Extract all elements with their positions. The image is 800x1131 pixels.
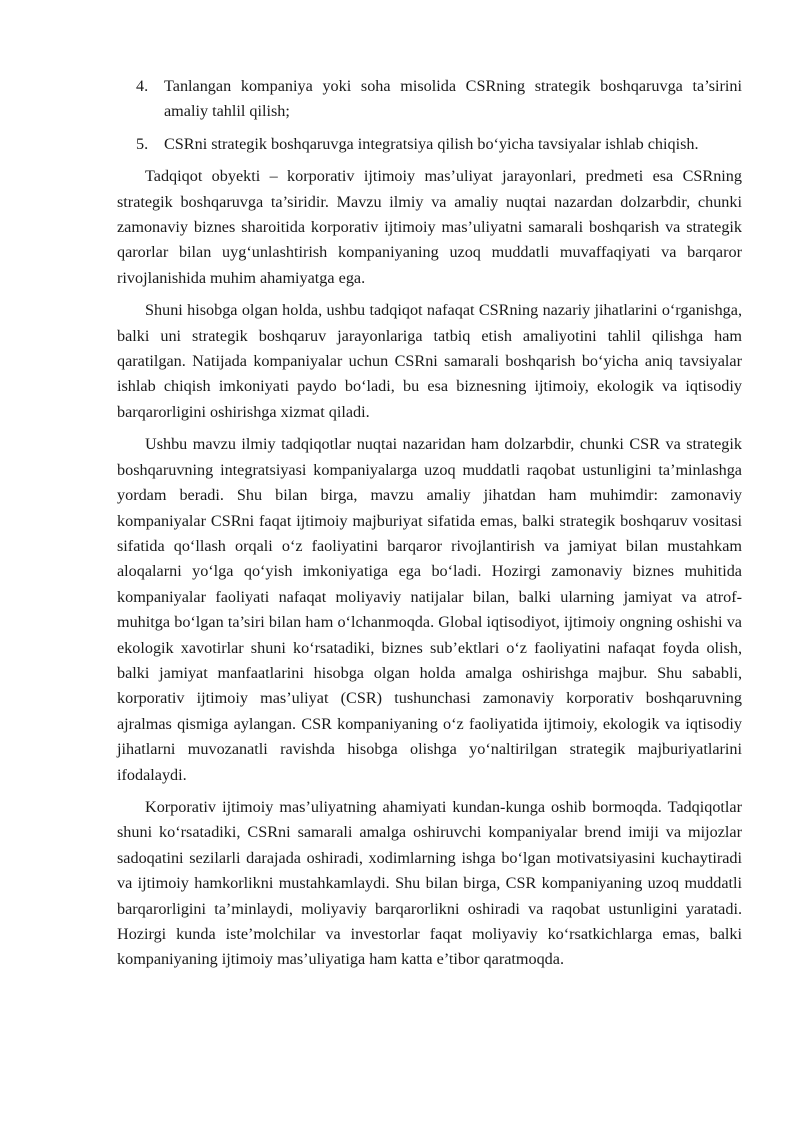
paragraph-relevance: Ushbu mavzu ilmiy tadqiqotlar nuqtai nazaridan ham dolzarbdir, chunki CSR va strategik boshqaruvning integratsiyasi kompaniyalarga uzoq muddatli raqobat ustunligini ta’minlashga yordam beradi. Shu bilan birga, mavzu amaliy jihatdan ham muhimdir: zamonaviy kompaniyalar CSRni faqat ijtimoiy majburiyat sifatida emas, balki strategik boshqaruv vositasi sifatida qo‘llash orqali o‘z faoliyatini barqaror rivojlantirish va jamiyat bilan mustahkam aloqalarni yo‘lga qo‘yish imkoniyatiga ega bo‘ladi. Hozirgi zamonaviy biznes muhitida kompaniyalar faoliyati nafaqat moliyaviy natijalar bilan, balki ularning jamiyat va atrof-muhitga bo‘lgan ta’siri bilan ham o‘lchanmoqda. Global iqtisodiyot, ijtimoiy ongning oshishi va ekologik xavotirlar shuni ko‘rsatadiki, biznes sub’ektlari o‘z faoliyatini nafaqat foyda olish, balki jamiyat manfaatlarini hisobga olgan holda amalga oshirishga majbur. Shu sababli, korporativ ijtimoiy mas’uliyat (CSR) tushunchasi zamonaviy korporativ boshqaruvning ajralmas qismiga aylangan. CSR kompaniyaning o‘z faoliyatida ijtimoiy, ekologik va iqtisodiy jihatlarni muvozanatli ravishda hisobga olishga yo‘naltirilgan strategik majburiyatlarini ifodalaydi. — [117, 435, 742, 784]
list-item — [117, 132, 742, 157]
list-item-text: CSRni strategik boshqaruvga integratsiya qilish bo‘yicha tavsiyalar ishlab chiqish. — [164, 134, 699, 153]
paragraph-research-aim: Shuni hisobga olgan holda, ushbu tadqiqot nafaqat CSRning nazariy jihatlarini o‘rganishga, balki uni strategik boshqaruv jarayonlariga tatbiq etish amaliyotini tahlil qilishga ham qaratilgan. Natijada kompaniyalar uchun CSRni samarali boshqarish bo‘yicha aniq tavsiyalar ishlab chiqish imkoniyati paydo bo‘ladi, bu esa biznesning ijtimoiy, ekologik va iqtisodiy barqarorligini oshirishga xizmat qiladi. — [117, 301, 742, 421]
list-item — [117, 74, 742, 125]
paragraph-csr-importance: Korporativ ijtimoiy mas’uliyatning ahamiyati kundan-kunga oshib bormoqda. Tadqiqotlar shuni ko‘rsatadiki, CSRni samarali amalga oshiruvchi kompaniyalar brend imiji va mijozlar sadoqatini sezilarli darajada oshiradi, xodimlarning ishga bo‘lgan motivatsiyasini kuchaytiradi va ijtimoiy hamkorlikni mustahkamlaydi. Shu bilan birga, CSR kompaniyaning uzoq muddatli barqarorligini ta’minlaydi, moliyaviy barqarorlikni oshiradi va raqobat ustunligini yaratadi. Hozirgi kunda iste’molchilar va investorlar faqat moliyaviy ko‘rsatkichlarga emas, balki kompaniyaning ijtimoiy mas’uliyatiga ham katta e’tibor qaratmoqda. — [117, 797, 742, 969]
paragraph-research-object: Tadqiqot obyekti – korporativ ijtimoiy mas’uliyat jarayonlari, predmeti esa CSRning strategik boshqaruvga ta’siridir. Mavzu ilmiy va amaliy nuqtai nazardan dolzarbdir, chunki zamonaviy biznes sharoitida korporativ ijtimoiy mas’uliyatni samarali boshqarish va strategik qarorlar bilan uyg‘unlashtirish kompaniyaning uzoq muddatli muvaffaqiyati va barqaror rivojlanishida muhim ahamiyatga ega. — [117, 167, 742, 287]
list-item-number: 4. — [136, 77, 149, 95]
document-page — [117, 74, 742, 980]
list-item-text: Tanlangan kompaniya yoki soha misolida CSRning strategik boshqaruvga ta’sirini amaliy tahlil qilish; — [164, 77, 742, 121]
objectives-list — [117, 74, 742, 157]
list-item-number: 5. — [136, 134, 149, 153]
